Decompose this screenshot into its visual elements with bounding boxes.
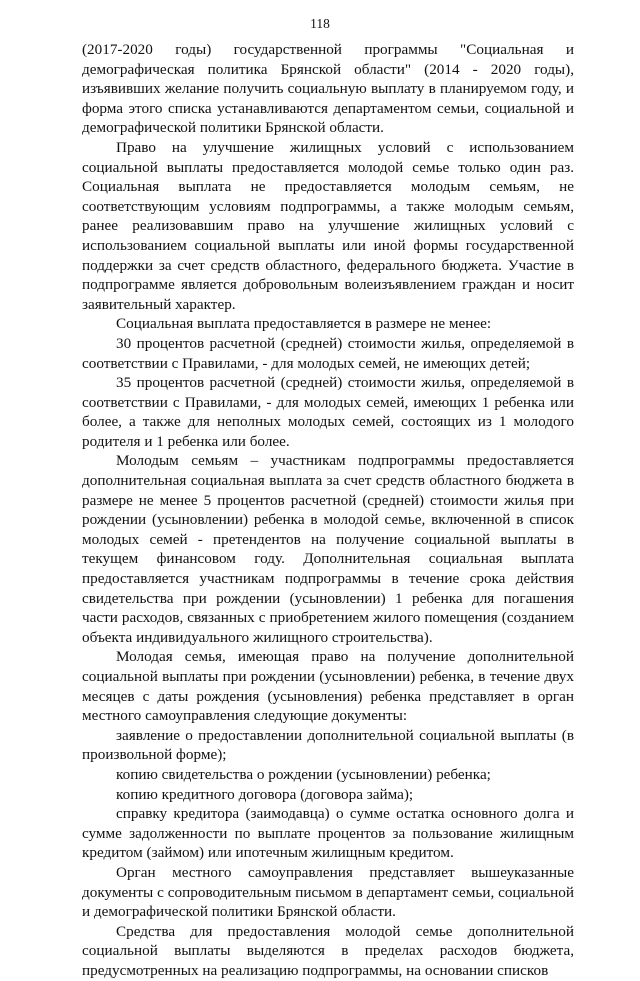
paragraph-local-authority: Орган местного самоуправления представляет вышеуказанные документы с сопроводительным письмом в департамент семьи, социальной и демографической политики Брянской области. — [82, 863, 574, 921]
paragraph-30-percent: 30 процентов расчетной (средней) стоимости жилья, определяемой в соответствии с Правилами, - для молодых семей, не имеющих детей; — [82, 334, 574, 372]
paragraph-document-creditor-statement: справку кредитора (заимодавца) о сумме остатка основного долга и сумме задолженности по выплате процентов за пользование жилищным кредитом (займом) или ипотечным жилищным кредитом. — [82, 805, 574, 862]
document-body — [82, 40, 574, 981]
paragraph-funds-allocation: Средства для предоставления молодой семье дополнительной социальной выплаты выделяются в пределах расходов бюджета, предусмотренных на реализацию подпрограммы, на основании списков — [82, 922, 574, 979]
paragraph-document-loan-agreement: копию кредитного договора (договора займа); — [116, 785, 414, 803]
paragraph-additional-payment: Молодым семьям – участникам подпрограммы предоставляется дополнительная социальная выплата за счет средств областного бюджета в размере не менее 5 процентов расчетной (средней) стоимости жилья при рождении (усыновлении) ребенка в молодой семье, включенной в список молодых семей - претендентов на получение социальной выплаты в текущем финансовом году. Дополнительная социальная выплата предоставляется участникам подпрограммы в течение срока действия свидетельства при рождении (усыновлении) 1 ребенка для погашения части расходов, связанных с приобретением жилого помещения (созданием объекта индивидуального жилищного строительства). — [82, 452, 574, 646]
paragraph-document-application: заявление о предоставлении дополнительной социальной выплаты (в произвольной форме); — [82, 726, 574, 764]
paragraph-continuation: (2017-2020 годы) государственной программы "Социальная и демографическая политика Брянской области" (2014 - 2020 годы), изъявивших желание получить социальную выплату в планируемом году, и форма этого списка устанавливаются департаментом семьи, социальной и демографической политики Брянской области. — [82, 41, 574, 137]
paragraph-single-use-right: Право на улучшение жилищных условий с использованием социальной выплаты предоставляется молодой семье только один раз. Социальная выплата не предоставляется молодым семьям, не соответствующим условиям подпрограммы, а также молодым семьям, ранее реализовавшим право на улучшение жилищных условий с использованием социальной выплаты или иной формы государственной поддержки за счет средств областного, федерального бюджета. Участие в подпрограмме является добровольным волеизъявлением граждан и носит заявительный характер. — [82, 138, 574, 313]
paragraph-document-birth-certificate: копию свидетельства о рождении (усыновлении) ребенка; — [116, 765, 491, 783]
paragraph-payment-amount-intro: Социальная выплата предоставляется в размере не менее: — [116, 315, 492, 333]
page-number: 118 — [310, 16, 330, 31]
paragraph-35-percent: 35 процентов расчетной (средней) стоимости жилья, определяемой в соответствии с Правилами, - для молодых семей, имеющих 1 ребенка или более, а также для неполных молодых семей, состоящих из 1 молодого родителя и 1 ребенка или более. — [82, 374, 574, 450]
paragraph-documents-intro: Молодая семья, имеющая право на получение дополнительной социальной выплаты при рождении (усыновлении) ребенка, в течение двух месяцев с даты рождения (усыновления) ребенка представляет в орган местного самоуправления следующие документы: — [82, 648, 574, 725]
